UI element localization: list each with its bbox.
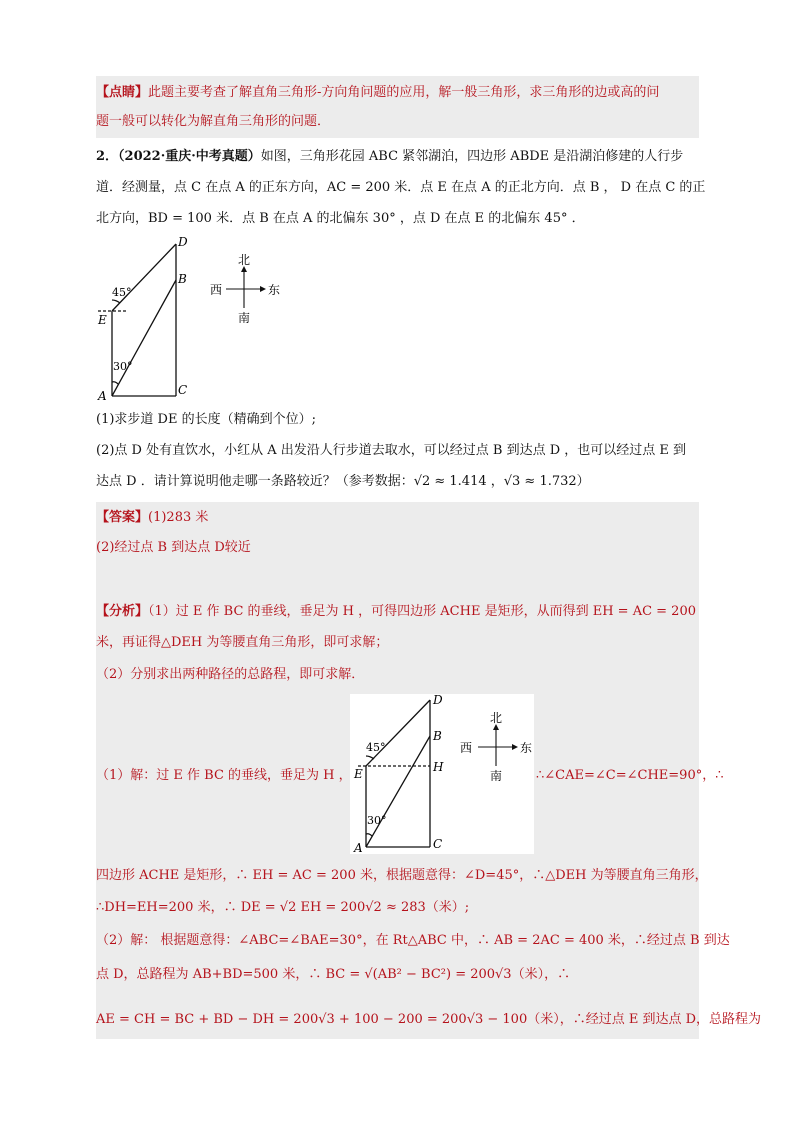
solution-line-4: （2）解： 根据题意得：∠ABC=∠BAE=30°，在 Rt△ABC 中，∴ AB = 2AC = 400 米，∴经过点 B 到达 — [96, 933, 730, 948]
angle-label-30: 30° — [113, 360, 133, 373]
comment-line-1 — [96, 83, 659, 103]
label-d-2: D — [433, 694, 443, 707]
label-h: H — [433, 760, 444, 774]
solution-line-6: AE = CH = BC + BD − DH = 200√3 + 100 − 200 = 200√3 − 100（米），∴经过点 E 到达点 D，总路程为 — [96, 1012, 762, 1027]
analysis-line-3: （2）分别求出两种路径的总路程，即可求解． — [96, 667, 365, 682]
solution-line-1-left: （1）解：过 E 作 BC 的垂线，垂足为 H ， — [96, 768, 352, 783]
compass-east-2: 东 — [520, 741, 533, 755]
problem-text-1: 如图，三角形花园 ABC 紧邻湖泊，四边形 ABDE 是沿湖泊修建的人行步 — [260, 149, 684, 164]
label-a: A — [98, 389, 107, 402]
analysis-text-1: （1）过 E 作 BC 的垂线，垂足为 H ，可得四边形 ACHE 是矩形，从而得到 EH = AC = 200 — [148, 604, 696, 619]
question-1: (1)求步道 DE 的长度（精确到个位）; — [96, 412, 316, 427]
comment-tag: 【点睛】 — [96, 85, 149, 100]
analysis-tag: 【分析】 — [96, 604, 149, 619]
angle-arc-30-2 — [366, 834, 372, 836]
angle-label-30-2: 30° — [367, 814, 387, 827]
compass-2 — [460, 711, 532, 783]
comment-line-2: 题一般可以转化为解直角三角形的问题． — [96, 114, 331, 129]
figure-2 — [350, 694, 534, 854]
problem-line-3: 北方向，BD = 100 米．点 B 在点 A 的北偏东 30° ，点 D 在点 E 的北偏东 45° ． — [96, 211, 585, 226]
comment-text-1: 此题主要考查了解直角三角形-方向角问题的应用，解一般三角形，求三角形的边或高的问 — [148, 85, 660, 100]
solution-line-2: 四边形 ACHE 是矩形，∴ EH = AC = 200 米，根据题意得：∠D=45°，∴△DEH 为等腰直角三角形， — [96, 868, 708, 883]
label-a-2: A — [354, 841, 363, 854]
label-e-2: E — [354, 767, 363, 781]
answer-2: (2)经过点 B 到达点 D较近 — [96, 540, 251, 555]
problem-number: 2． — [96, 149, 119, 164]
label-c-2: C — [433, 837, 443, 851]
angle-arc-45 — [112, 300, 120, 303]
segment-ed-2 — [366, 700, 430, 766]
angle-label-45: 45° — [112, 286, 132, 299]
angle-label-45-2: 45° — [366, 741, 386, 754]
analysis-line-1 — [96, 602, 696, 622]
label-d: D — [178, 236, 188, 249]
angle-arc-45-2 — [366, 756, 374, 759]
solution-line-3: ∴DH=EH=200 米，∴ DE = √2 EH = 200√2 ≈ 283（米）; — [96, 900, 470, 915]
compass-south: 南 — [238, 311, 251, 325]
problem-line-1 — [96, 147, 683, 167]
east-arrow-icon-2 — [512, 744, 518, 750]
problem-line-2: 道．经测量，点 C 在点 A 的正东方向，AC = 200 米．点 E 在点 A 的正北方向．点 B ， D 在点 C 的正 — [96, 180, 706, 195]
solution-line-5: 点 D，总路程为 AB+BD=500 米，∴ BC = √(AB² − BC²) = 200√3（米），∴ — [96, 967, 571, 982]
compass-north-2: 北 — [490, 711, 503, 725]
compass-east: 东 — [268, 283, 281, 297]
answer-1: (1)283 米 — [148, 510, 209, 525]
east-arrow-icon — [260, 286, 266, 292]
solution-line-1-right: ∴∠CAE=∠C=∠CHE=90°，∴ — [536, 768, 724, 783]
question-2-line-2: 达点 D ．请计算说明他走哪一条路较近？（参考数据：√2 ≈ 1.414 ，√3 ≈ 1.732） — [96, 474, 590, 489]
label-b-2: B — [433, 729, 442, 743]
label-c: C — [178, 383, 188, 397]
compass-north: 北 — [238, 253, 251, 267]
label-e: E — [98, 313, 107, 327]
label-b: B — [178, 272, 187, 286]
angle-arc-30 — [112, 382, 118, 384]
compass-1 — [208, 252, 282, 326]
analysis-line-2: 米，再证得△DEH 为等腰直角三角形，即可求解； — [96, 635, 389, 650]
question-2-line-1: (2)点 D 处有直饮水，小红从 A 出发沿人行步道去取水，可以经过点 B 到达点 D ，也可以经过点 E 到 — [96, 443, 687, 458]
compass-west-2: 西 — [460, 741, 473, 755]
segment-ed — [112, 244, 176, 311]
answer-tag: 【答案】 — [96, 510, 149, 525]
problem-source: （2022·重庆·中考真题） — [118, 149, 261, 164]
answer-line-1 — [96, 508, 208, 528]
compass-west: 西 — [210, 283, 223, 297]
compass-south-2: 南 — [490, 769, 503, 783]
